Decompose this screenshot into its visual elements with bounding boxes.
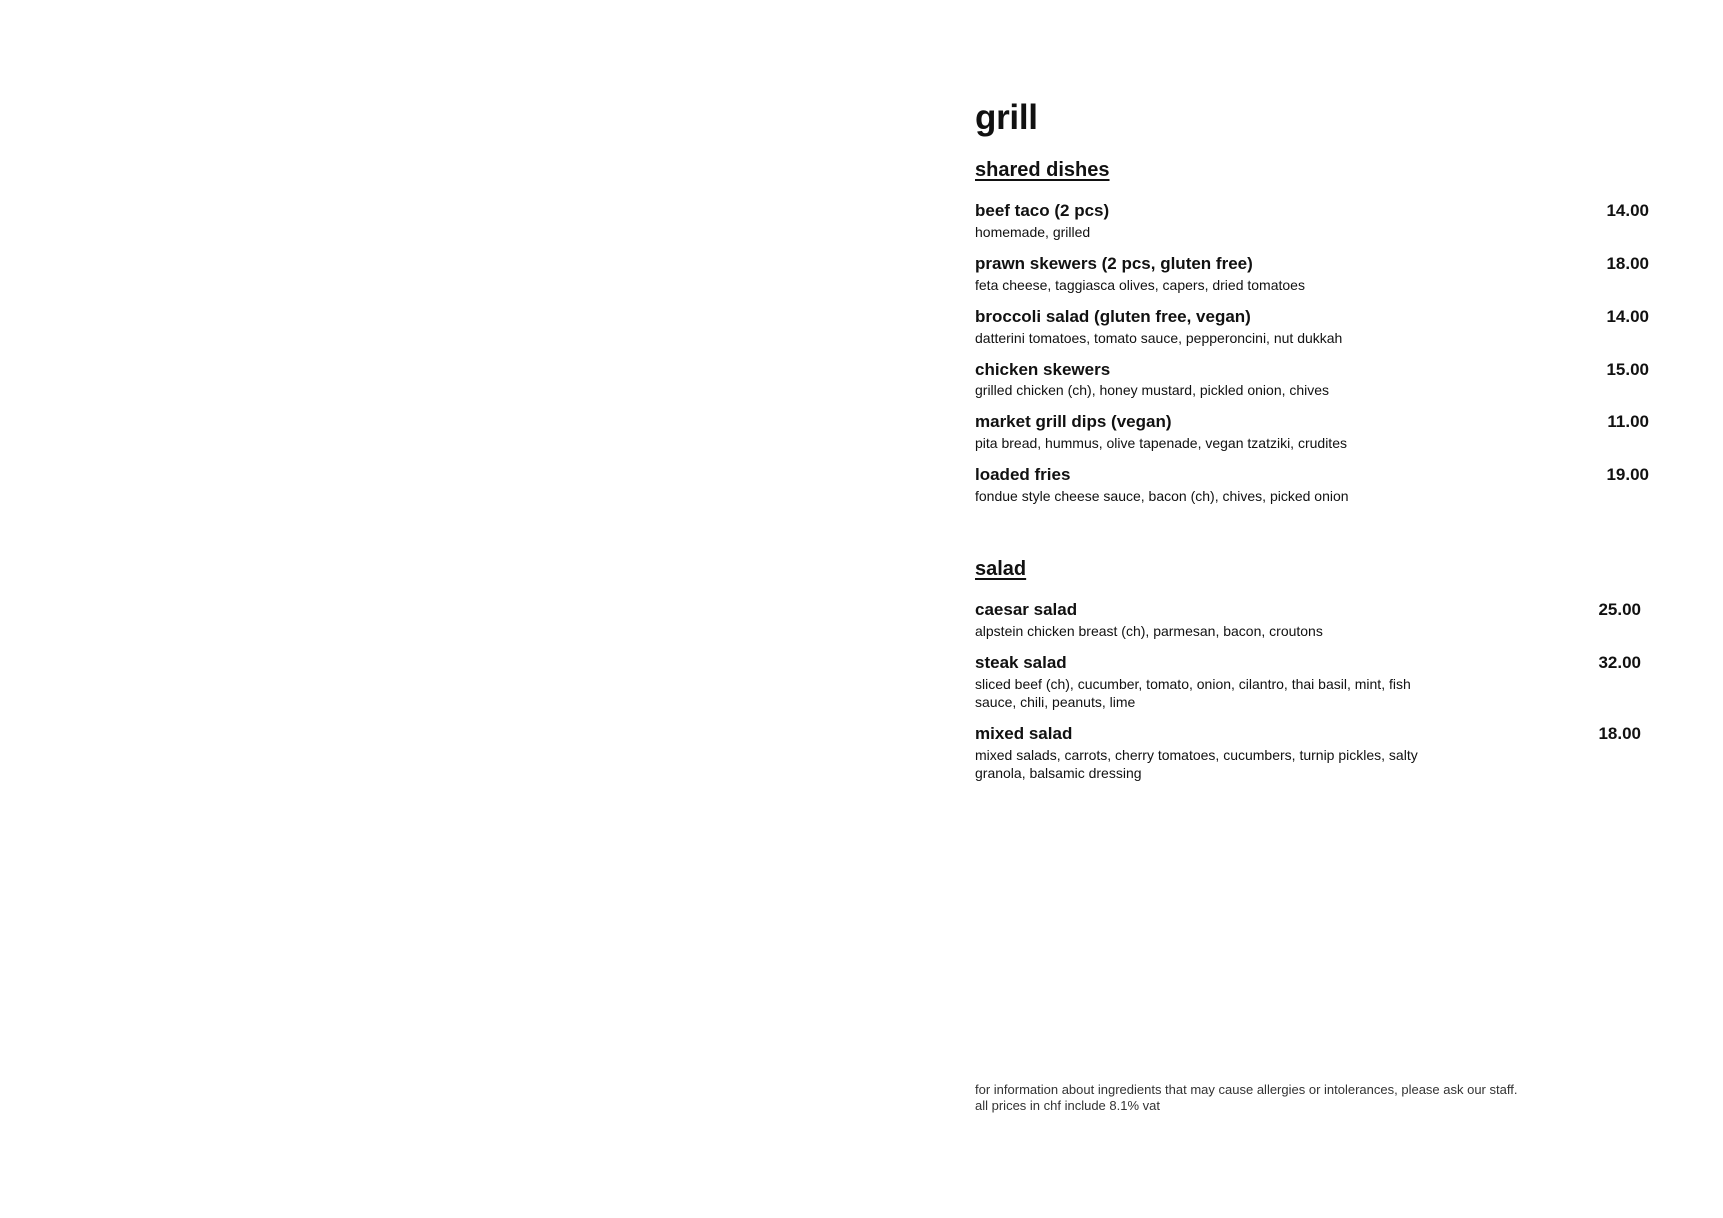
menu-item xyxy=(975,725,1649,782)
section-heading: salad xyxy=(975,558,1027,581)
item-name: caesar salad xyxy=(975,600,1078,620)
menu-item xyxy=(975,601,1649,640)
section-heading: shared dishes xyxy=(975,159,1110,181)
item-description: mixed salads, carrots, cherry tomatoes, cucumbers, turnip pickles, salty granola, balsamic dressing xyxy=(975,746,1418,781)
item-price: 25.00 xyxy=(1598,600,1641,620)
item-price: 14.00 xyxy=(1606,306,1649,326)
menu-panel xyxy=(975,100,1655,796)
item-price: 14.00 xyxy=(1606,201,1649,220)
menu-item xyxy=(975,202,1649,241)
item-price: 18.00 xyxy=(1598,723,1641,743)
item-description: sliced beef (ch), cucumber, tomato, onion, cilantro, thai basil, mint, fish sauce, chili, peanuts, lime xyxy=(975,675,1411,710)
section-salad xyxy=(975,559,1655,782)
menu-item xyxy=(975,466,1649,505)
footer-notes xyxy=(975,1082,1615,1114)
menu-item xyxy=(975,361,1649,400)
item-price: 11.00 xyxy=(1607,412,1649,432)
item-price: 32.00 xyxy=(1598,652,1641,672)
vat-note: all prices in chf include 8.1% vat xyxy=(975,1098,1160,1113)
item-description: pita bread, hummus, olive tapenade, vegan tzatziki, crudites xyxy=(975,435,1347,452)
menu-item-list xyxy=(975,202,1649,505)
item-name: beef taco (2 pcs) xyxy=(975,201,1110,220)
menu-item-list xyxy=(975,601,1649,782)
item-price: 18.00 xyxy=(1606,253,1649,273)
item-price: 19.00 xyxy=(1606,465,1649,485)
item-name: prawn skewers (2 pcs, gluten free) xyxy=(975,253,1253,273)
item-description: feta cheese, taggiasca olives, capers, dried tomatoes xyxy=(975,276,1305,293)
menu-title: grill xyxy=(975,98,1038,137)
item-price: 15.00 xyxy=(1606,359,1649,379)
section-shared-dishes xyxy=(975,160,1655,505)
item-description: alpstein chicken breast (ch), parmesan, bacon, croutons xyxy=(975,622,1323,639)
menu-item xyxy=(975,654,1649,711)
item-description: grilled chicken (ch), honey mustard, pickled onion, chives xyxy=(975,382,1330,399)
allergy-note: for information about ingredients that may cause allergies or intolerances, please ask our staff. xyxy=(975,1082,1518,1097)
menu-item xyxy=(975,255,1649,294)
menu-item xyxy=(975,413,1649,452)
item-description: datterini tomatoes, tomato sauce, pepperoncini, nut dukkah xyxy=(975,329,1343,346)
item-name: steak salad xyxy=(975,652,1067,672)
item-description: homemade, grilled xyxy=(975,223,1091,240)
item-name: market grill dips (vegan) xyxy=(975,412,1172,432)
menu-item xyxy=(975,308,1649,347)
item-name: broccoli salad (gluten free, vegan) xyxy=(975,306,1251,326)
item-name: chicken skewers xyxy=(975,359,1111,379)
item-name: loaded fries xyxy=(975,465,1071,485)
item-name: mixed salad xyxy=(975,723,1073,743)
item-description: fondue style cheese sauce, bacon (ch), chives, picked onion xyxy=(975,488,1349,505)
